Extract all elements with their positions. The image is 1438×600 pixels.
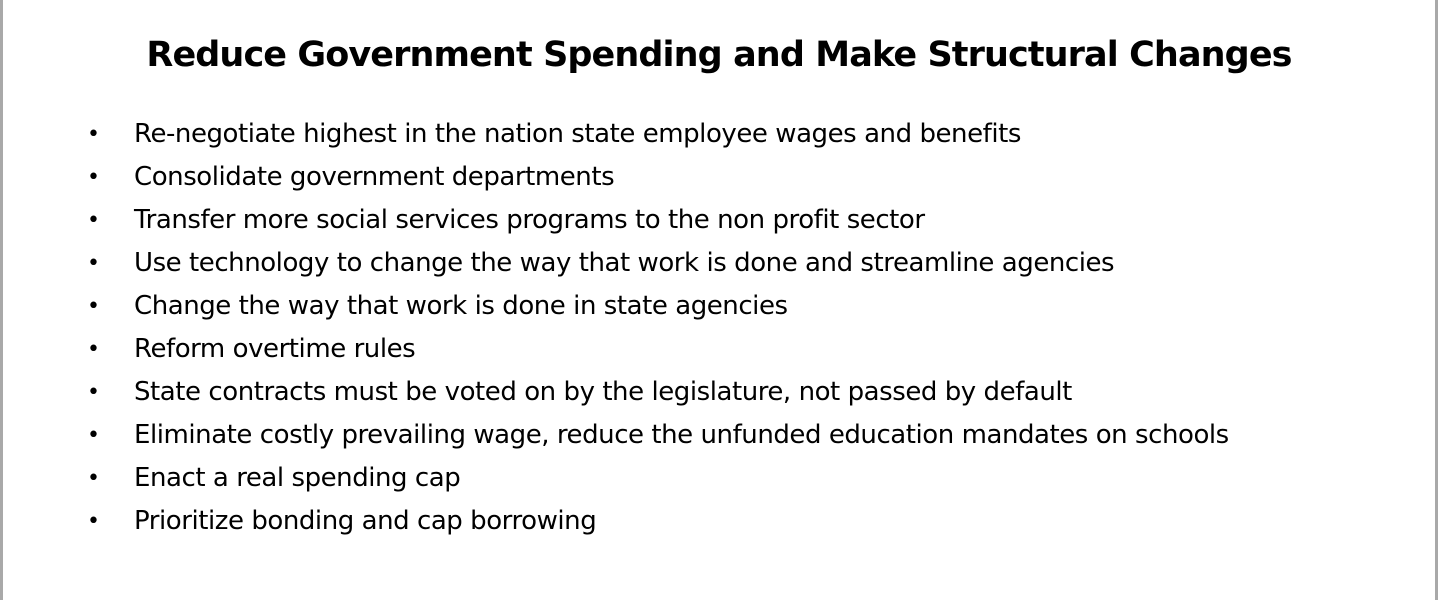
list-item bbox=[87, 113, 1277, 156]
bullet-icon: • bbox=[87, 251, 100, 276]
slide bbox=[3, 0, 1435, 600]
list-item bbox=[87, 371, 1277, 414]
list-item bbox=[87, 242, 1277, 285]
bullet-icon: • bbox=[87, 423, 100, 448]
bullet-icon: • bbox=[87, 208, 100, 233]
slide-title: Reduce Government Spending and Make Structural Changes bbox=[146, 35, 1292, 75]
bullet-icon: • bbox=[87, 380, 100, 405]
list-item bbox=[87, 156, 1277, 199]
bullet-text: Prioritize bonding and cap borrowing bbox=[134, 506, 597, 536]
bullet-icon: • bbox=[87, 165, 100, 190]
bullet-text: Re-negotiate highest in the nation state employee wages and benefits bbox=[134, 119, 1021, 149]
bullet-list bbox=[87, 113, 1277, 543]
list-item bbox=[87, 199, 1277, 242]
list-item bbox=[87, 457, 1277, 500]
bullet-text: Use technology to change the way that work is done and streamline agencies bbox=[134, 248, 1115, 278]
list-item bbox=[87, 414, 1277, 457]
list-item bbox=[87, 285, 1277, 328]
list-item bbox=[87, 500, 1277, 543]
bullet-icon: • bbox=[87, 509, 100, 534]
bullet-text: State contracts must be voted on by the legislature, not passed by default bbox=[134, 377, 1072, 407]
bullet-text: Enact a real spending cap bbox=[134, 463, 461, 493]
bullet-icon: • bbox=[87, 337, 100, 362]
list-item bbox=[87, 328, 1277, 371]
bullet-text: Eliminate costly prevailing wage, reduce the unfunded education mandates on schools bbox=[134, 420, 1229, 450]
bullet-icon: • bbox=[87, 466, 100, 491]
bullet-text: Transfer more social services programs to the non profit sector bbox=[134, 205, 925, 235]
bullet-text: Reform overtime rules bbox=[134, 334, 416, 364]
bullet-text: Consolidate government departments bbox=[134, 162, 615, 192]
bullet-icon: • bbox=[87, 122, 100, 147]
bullet-text: Change the way that work is done in state agencies bbox=[134, 291, 788, 321]
bullet-icon: • bbox=[87, 294, 100, 319]
